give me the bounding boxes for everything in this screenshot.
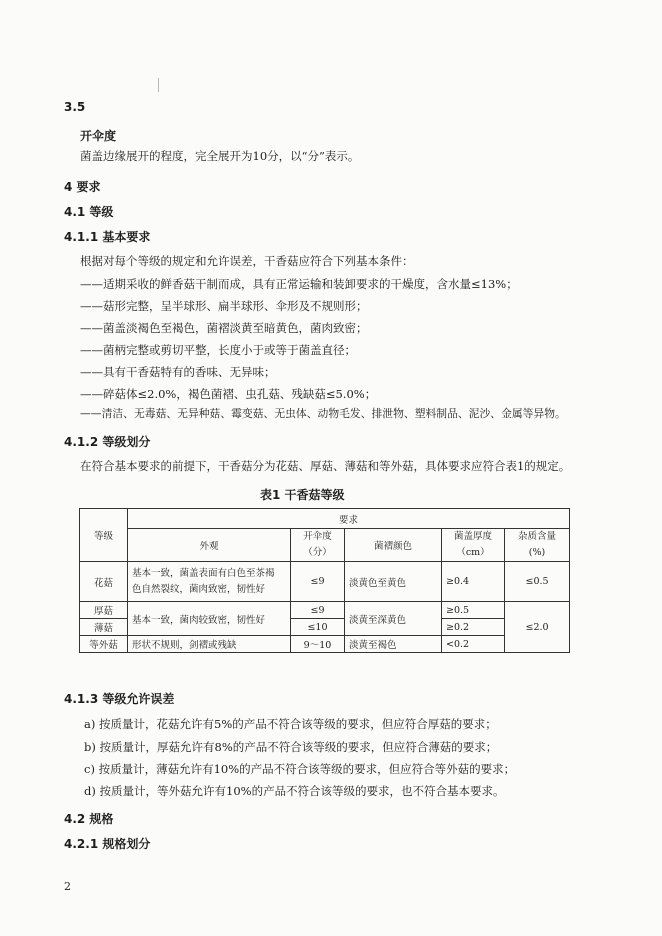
appearance-cell: 形状不规则，剑褶或残缺 bbox=[128, 636, 291, 653]
grade-table bbox=[79, 508, 570, 653]
gill-color-cell: 淡黄至深黄色 bbox=[345, 602, 442, 636]
basic-requirement-item: ——具有干香菇特有的香味、无异味； bbox=[80, 365, 276, 379]
open-degree-cell: ≤10 bbox=[291, 619, 345, 636]
header-requirements: 要求 bbox=[128, 509, 570, 529]
impurity-cell: ≤2.0 bbox=[505, 602, 570, 653]
section-4-1-2-heading: 4.1.2 等级划分 bbox=[64, 435, 151, 449]
section-4-2-heading: 4.2 规格 bbox=[64, 812, 114, 826]
basic-requirement-item: ——菇形完整，呈半球形、扁半球形、伞形及不规则形； bbox=[80, 299, 368, 313]
grade-cell: 等外菇 bbox=[80, 636, 128, 653]
tolerance-item: a) 按质量计，花菇允许有5%的产品不符合该等级的要求，但应符合厚菇的要求； bbox=[84, 717, 497, 731]
header-cap-thickness: 菌盖厚度 （cm） bbox=[442, 529, 505, 562]
header-appearance: 外观 bbox=[128, 529, 291, 562]
header-open-degree: 开伞度 （分） bbox=[291, 529, 345, 562]
basic-requirement-intro: 根据对每个等级的规定和允许误差，干香菇应符合下列基本条件： bbox=[80, 254, 414, 268]
table-row bbox=[80, 562, 570, 602]
open-degree-cell: 9～10 bbox=[291, 636, 345, 653]
open-degree-cell: ≤9 bbox=[291, 562, 345, 602]
basic-requirement-item: ——清洁、无毒菇、无异种菇、霉变菇、无虫体、动物毛发、排泄物、塑料制品、泥沙、金属等异物。 bbox=[80, 407, 566, 420]
cap-thickness-cell: ≥0.2 bbox=[442, 619, 505, 636]
open-degree-cell: ≤9 bbox=[291, 602, 345, 619]
grade-cell: 花菇 bbox=[80, 562, 128, 602]
basic-requirement-item: ——菌盖淡褐色至褐色，菌褶淡黄至暗黄色，菌肉致密； bbox=[80, 321, 368, 335]
basic-requirement-item: ——碎菇体≤2.0%，褐色菌褶、虫孔菇、残缺菇≤5.0%； bbox=[80, 387, 377, 401]
appearance-cell: 基本一致，菌盖表面有白色至茶褐 色自然裂纹，菌肉致密，韧性好 bbox=[128, 562, 291, 602]
table-row bbox=[80, 602, 570, 619]
section-4-heading: 4 要求 bbox=[64, 180, 101, 194]
section-3-5-definition: 菌盖边缘展开的程度，完全展开为10分，以“分”表示。 bbox=[80, 149, 360, 163]
impurity-cell: ≤0.5 bbox=[505, 562, 570, 602]
tolerance-item: c) 按质量计，薄菇允许有10%的产品不符合该等级的要求，但应符合等外菇的要求； bbox=[84, 762, 516, 776]
page-number: 2 bbox=[64, 880, 71, 893]
basic-requirement-item: ——菌柄完整或剪切平整，长度小于或等于菌盖直径； bbox=[80, 343, 356, 357]
scan-mark bbox=[158, 78, 159, 92]
section-4-2-1-heading: 4.2.1 规格划分 bbox=[64, 837, 151, 851]
tolerance-item: b) 按质量计，厚菇允许有8%的产品不符合该等级的要求，但应符合薄菇的要求； bbox=[84, 740, 498, 754]
section-4-1-1-heading: 4.1.1 基本要求 bbox=[64, 230, 151, 244]
header-impurity: 杂质含量 (%) bbox=[505, 529, 570, 562]
gill-color-cell: 淡黄色至黄色 bbox=[345, 562, 442, 602]
section-3-5-number: 3.5 bbox=[64, 100, 86, 114]
table-row bbox=[80, 636, 570, 653]
table-caption: 表1 干香菇等级 bbox=[260, 488, 345, 502]
cap-thickness-cell: ≥0.5 bbox=[442, 602, 505, 619]
gill-color-cell: 淡黄至褐色 bbox=[345, 636, 442, 653]
grade-cell: 薄菇 bbox=[80, 619, 128, 636]
basic-requirement-item: ——适期采收的鲜香菇干制而成，具有正常运输和装卸要求的干燥度，含水量≤13%； bbox=[80, 277, 518, 291]
section-4-1-3-heading: 4.1.3 等级允许误差 bbox=[64, 692, 175, 706]
appearance-cell: 基本一致，菌肉较致密，韧性好 bbox=[128, 602, 291, 636]
section-4-1-heading: 4.1 等级 bbox=[64, 205, 114, 219]
cap-thickness-cell: ≥0.4 bbox=[442, 562, 505, 602]
cap-thickness-cell: <0.2 bbox=[442, 636, 505, 653]
section-3-5-term: 开伞度 bbox=[80, 129, 117, 143]
tolerance-item: d) 按质量计，等外菇允许有10%的产品不符合该等级的要求，也不符合基本要求。 bbox=[84, 784, 505, 798]
header-grade: 等级 bbox=[80, 509, 128, 562]
header-gill-color: 菌褶颜色 bbox=[345, 529, 442, 562]
grade-division-text: 在符合基本要求的前提下，干香菇分为花菇、厚菇、薄菇和等外菇，具体要求应符合表1的规定。 bbox=[80, 459, 571, 473]
grade-cell: 厚菇 bbox=[80, 602, 128, 619]
